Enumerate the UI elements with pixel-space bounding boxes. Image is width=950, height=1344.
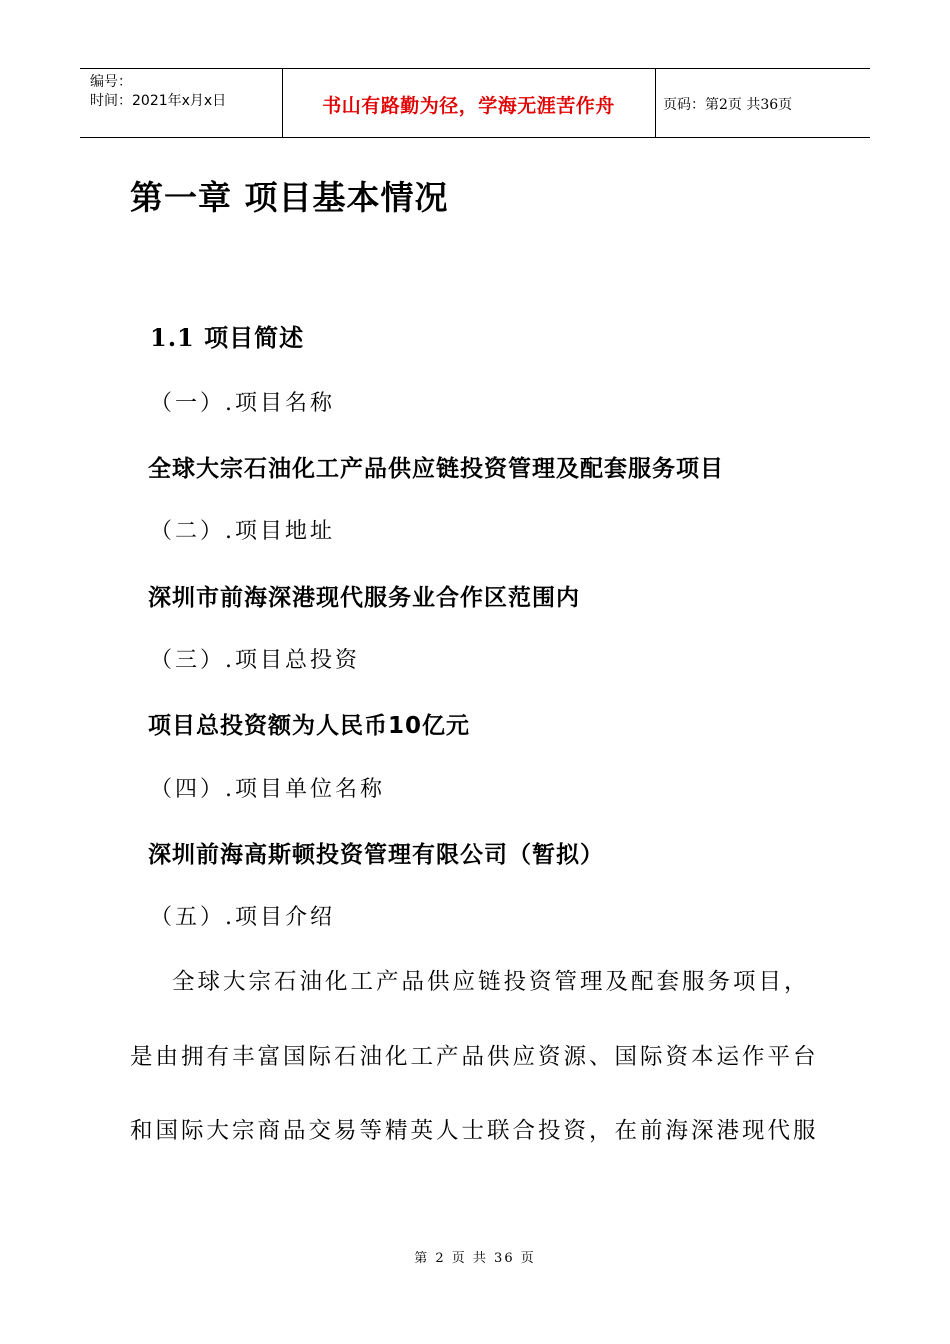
header-page-label: 页码：第2页 共36页 — [663, 97, 793, 113]
document-time-label: 时间：2021年x月x日 — [90, 93, 227, 109]
item-label-address: （二）.项目地址 — [150, 519, 335, 544]
intro-line-1: 全球大宗石油化工产品供应链投资管理及配套服务项目， — [172, 969, 810, 995]
item-label-name: （一）.项目名称 — [150, 391, 335, 416]
item-label-investment: （三）.项目总投资 — [150, 648, 360, 673]
intro-line-3: 和国际大宗商品交易等精英人士联合投资，在前海深港现代服 — [130, 1118, 819, 1144]
header-motto: 书山有路勤为径，学海无涯苦作舟 — [322, 95, 615, 117]
item-value-name: 全球大宗石油化工产品供应链投资管理及配套服务项目 — [148, 456, 724, 482]
document-number-label: 编号： — [90, 74, 132, 90]
item-label-introduction: （五）.项目介绍 — [150, 905, 335, 930]
item-label-company: （四）.项目单位名称 — [150, 777, 385, 802]
header-page-cell — [655, 69, 870, 137]
chapter-title: 第一章 项目基本情况 — [130, 178, 449, 217]
item-value-company: 深圳前海高斯顿投资管理有限公司（暂拟） — [148, 842, 604, 868]
section-title: 1.1 项目简述 — [150, 323, 305, 352]
page-header — [80, 68, 870, 138]
item-value-address: 深圳市前海深港现代服务业合作区范围内 — [148, 585, 580, 611]
item-value-investment: 项目总投资额为人民币10亿元 — [148, 713, 471, 739]
header-motto-cell — [282, 69, 656, 137]
intro-line-2: 是由拥有丰富国际石油化工产品供应资源、国际资本运作平台 — [130, 1044, 819, 1070]
header-info-cell — [80, 69, 283, 137]
page-footer: 第 2 页 共 36 页 — [414, 1251, 536, 1266]
